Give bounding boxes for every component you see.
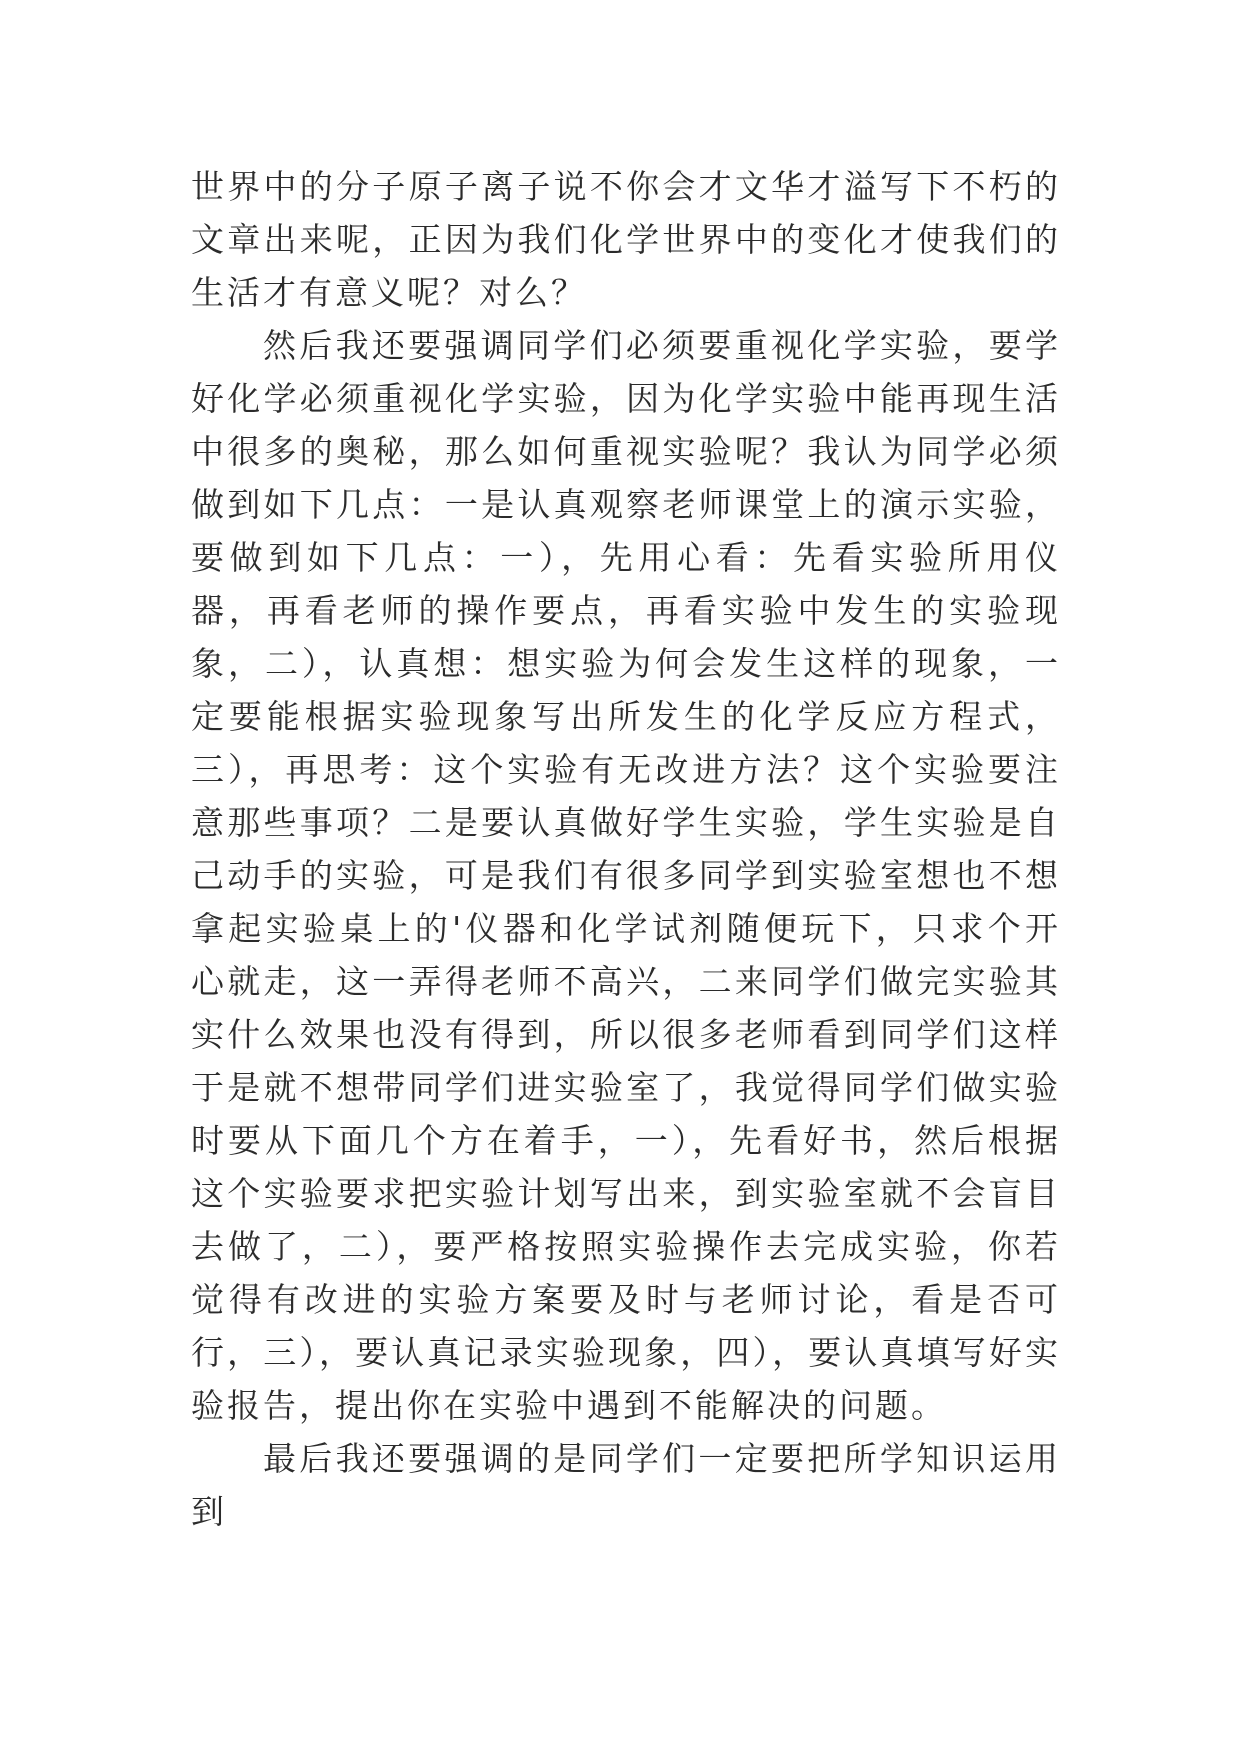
paragraph-conclusion: 最后我还要强调的是同学们一定要把所学知识运用到 [191,1439,1061,1531]
paragraph-continuation: 世界中的分子原子离子说不你会才文华才溢写下不朽的文章出来呢，正因为我们化学世界中的变化才使我们的生活才有意义呢？对么？ [191,167,1061,312]
body-text [191,160,1061,1538]
paragraph-experiments: 然后我还要强调同学们必须要重视化学实验，要学好化学必须重视化学实验，因为化学实验中能再现生活中很多的奥秘，那么如何重视实验呢？我认为同学必须做到如下几点：一是认真观察老师课堂上的演示实验，要做到如下几点：一），先用心看：先看实验所用仪器，再看老师的操作要点，再看实验中发生的实验现象，二），认真想：想实验为何会发生这样的现象，一定要能根据实验现象写出所发生的化学反应方程式，三），再思考：这个实验有无改进方法？这个实验要注意那些事项？二是要认真做好学生实验，学生实验是自己动手的实验，可是我们有很多同学到实验室想也不想拿起实验桌上的'仪器和化学试剂随便玩下，只求个开心就走，这一弄得老师不高兴，二来同学们做完实验其实什么效果也没有得到，所以很多老师看到同学们这样于是就不想带同学们进实验室了，我觉得同学们做实验时要从下面几个方在着手，一），先看好书，然后根据这个实验要求把实验计划写出来，到实验室就不会盲目去做了，二），要严格按照实验操作去完成实验，你若觉得有改进的实验方案要及时与老师讨论，看是否可行，三），要认真记录实验现象，四），要认真填写好实验报告，提出你在实验中遇到不能解决的问题。 [191,326,1061,1425]
